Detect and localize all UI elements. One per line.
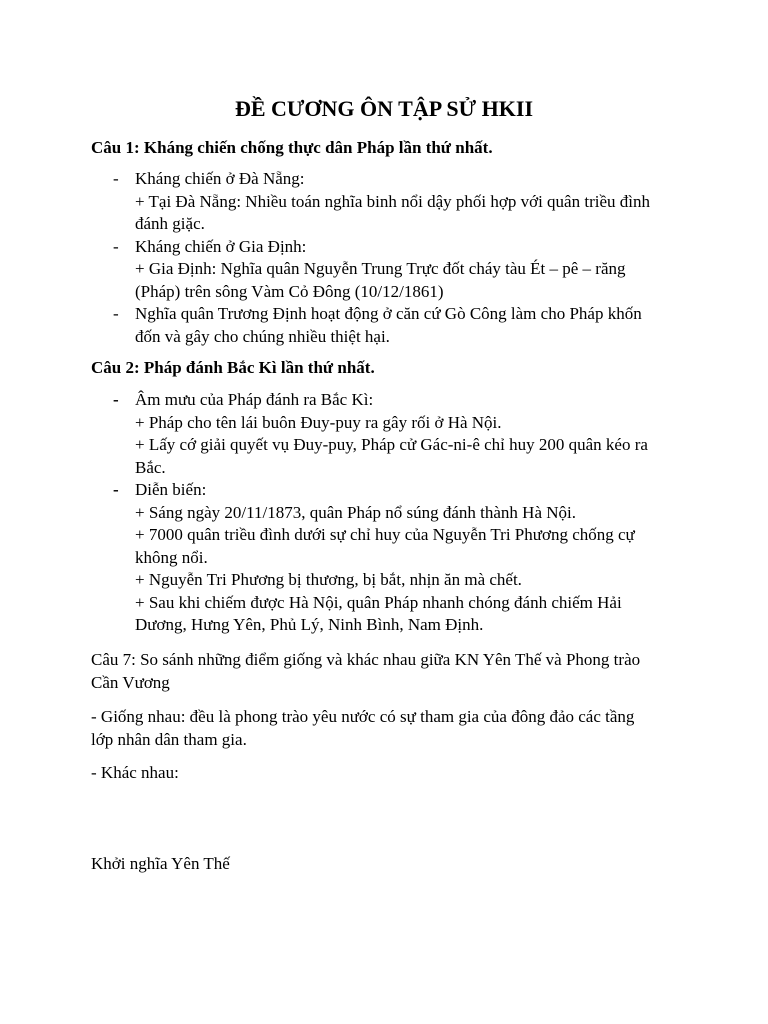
- question-2-list: [91, 389, 691, 637]
- bullet-dash: -: [113, 236, 119, 256]
- item-line: + Gia Định: Nghĩa quân Nguyễn Trung Trực đốt cháy tàu Ét – pê – răng: [135, 259, 626, 278]
- list-item: [91, 389, 691, 479]
- paragraph-line: lớp nhân dân tham gia.: [91, 729, 247, 749]
- paragraph-line: - Giống nhau: đều là phong trào yêu nước có sự tham gia của đông đảo các tầng: [91, 707, 635, 726]
- bullet-dash: -: [113, 169, 119, 188]
- question-7-heading: [91, 649, 691, 694]
- list-item: [91, 168, 691, 236]
- item-line: đốn và gây cho chúng nhiều thiệt hại.: [135, 326, 390, 346]
- item-line: + Tại Đà Nẵng: Nhiều toán nghĩa binh nổi dậy phối hợp với quân triều đình: [135, 191, 650, 211]
- paragraph-line: Khởi nghĩa Yên Thế: [91, 854, 230, 873]
- question-1-list: [91, 168, 691, 348]
- list-item: [91, 479, 691, 637]
- paragraph-line: Câu 7: So sánh những điểm giống và khác nhau giữa KN Yên Thế và Phong trào: [91, 650, 641, 669]
- item-line: Diễn biến:: [135, 480, 207, 499]
- paragraph-line: Cần Vương: [91, 672, 170, 692]
- item-line: không nổi.: [135, 547, 208, 567]
- question-1-heading: Câu 1: Kháng chiến chống thực dân Pháp lần thứ nhất.: [91, 138, 493, 157]
- paragraph-line: - Khác nhau:: [91, 763, 179, 782]
- document-title: ĐỀ CƯƠNG ÔN TẬP SỬ HKII: [234, 96, 534, 121]
- item-line: Dương, Hưng Yên, Phủ Lý, Ninh Bình, Nam Định.: [135, 615, 484, 634]
- bullet-dash: -: [113, 304, 119, 323]
- item-line: Kháng chiến ở Gia Định:: [135, 236, 307, 256]
- item-line: + Nguyễn Tri Phương bị thương, bị bắt, nhịn ăn mà chết.: [135, 570, 522, 589]
- item-line: Nghĩa quân Trương Định hoạt động ở căn cứ Gò Công làm cho Pháp khốn: [135, 304, 642, 323]
- question-2-heading: Câu 2: Pháp đánh Bắc Kì lần thứ nhất.: [91, 358, 375, 377]
- list-item: [91, 236, 691, 304]
- item-line: Kháng chiến ở Đà Nẵng:: [135, 169, 305, 188]
- item-line: + Sáng ngày 20/11/1873, quân Pháp nổ súng đánh thành Hà Nội.: [135, 502, 576, 522]
- item-line: Âm mưu của Pháp đánh ra Bắc Kì:: [135, 390, 374, 409]
- list-item: [91, 303, 691, 348]
- item-line: Bắc.: [135, 457, 166, 477]
- bullet-dash: -: [113, 390, 119, 409]
- yen-the-label: [91, 853, 691, 876]
- item-line: + Pháp cho tên lái buôn Đuy-puy ra gây rối ở Hà Nội.: [135, 412, 502, 432]
- item-line: (Pháp) trên sông Vàm Cỏ Đông (10/12/1861): [135, 281, 444, 301]
- differences-label: [91, 762, 691, 785]
- item-line: + 7000 quân triều đình dưới sự chỉ huy của Nguyễn Tri Phương chống cự: [135, 525, 635, 544]
- item-line: + Sau khi chiếm được Hà Nội, quân Pháp nhanh chóng đánh chiếm Hải: [135, 592, 622, 612]
- similarities-paragraph: [91, 706, 691, 751]
- item-line: đánh giặc.: [135, 214, 205, 233]
- item-line: + Lấy cớ giải quyết vụ Đuy-puy, Pháp cử Gác-ni-ê chỉ huy 200 quân kéo ra: [135, 435, 648, 454]
- bullet-dash: -: [113, 480, 119, 499]
